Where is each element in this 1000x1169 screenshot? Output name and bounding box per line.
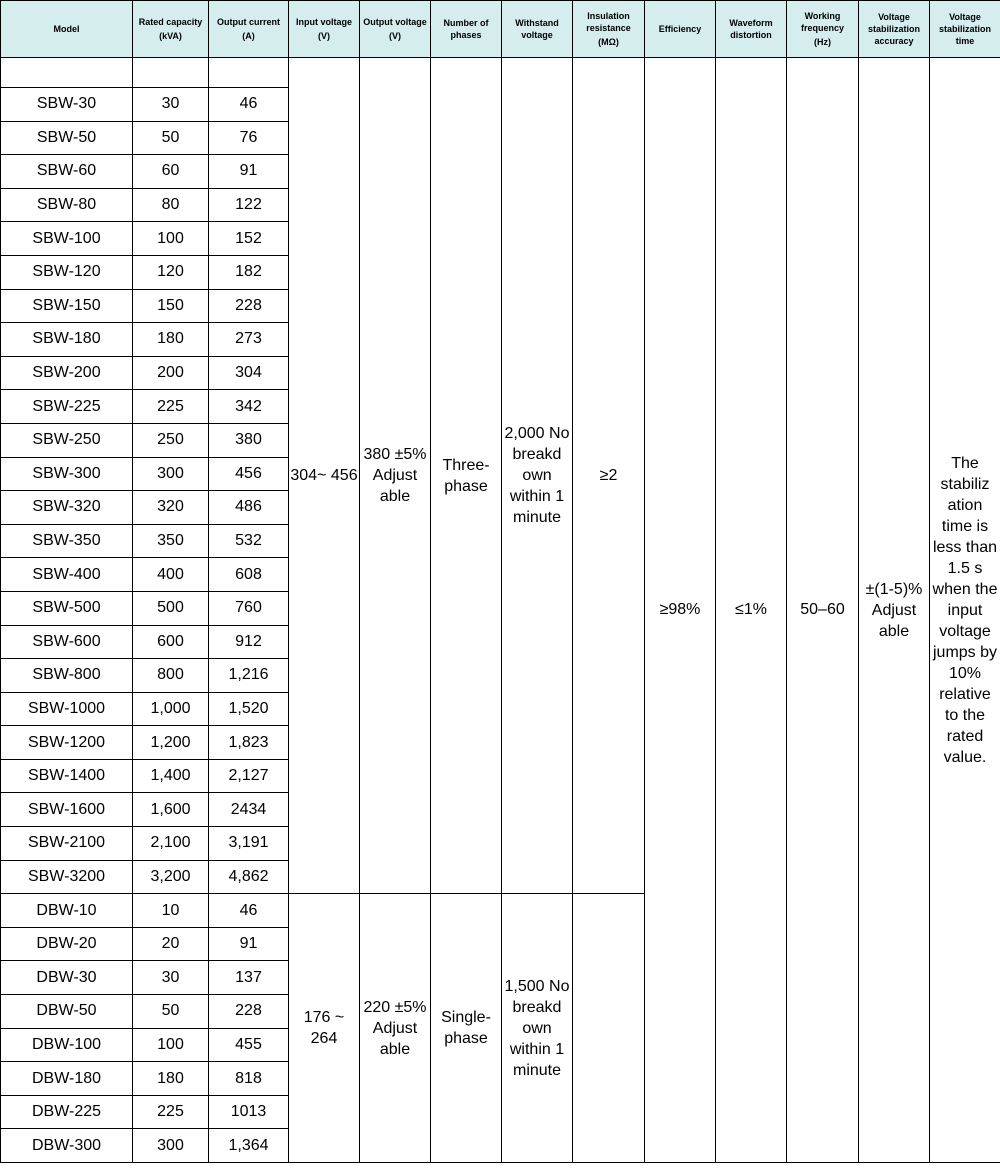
- capacity-cell: 1,200: [133, 726, 209, 760]
- current-cell: 608: [209, 558, 289, 592]
- header-label: Waveform distortion: [729, 18, 773, 40]
- output-voltage-single-phase: 220 ±5% Adjust able: [360, 894, 431, 1163]
- capacity-cell: 600: [133, 625, 209, 659]
- model-cell: DBW-180: [1, 1062, 133, 1096]
- capacity-cell: 200: [133, 356, 209, 390]
- header-label: Efficiency: [658, 24, 702, 34]
- insulation-resistance: ≥2: [573, 58, 645, 894]
- model-cell: SBW-250: [1, 423, 133, 457]
- current-cell: 46: [209, 894, 289, 928]
- model-cell: DBW-225: [1, 1095, 133, 1129]
- capacity-cell: 80: [133, 188, 209, 222]
- current-cell: 380: [209, 423, 289, 457]
- current-cell: 228: [209, 289, 289, 323]
- header-unit: (kVA): [159, 31, 182, 41]
- capacity-cell: 100: [133, 1028, 209, 1062]
- header-label: Working frequency: [800, 11, 844, 33]
- empty-cell: [1, 58, 133, 88]
- header-cell: [431, 1, 502, 58]
- model-cell: SBW-30: [1, 88, 133, 122]
- header-label: Insulation resistance: [586, 11, 631, 33]
- current-cell: 342: [209, 390, 289, 424]
- header-cell: [930, 1, 1000, 58]
- empty-cell: [209, 58, 289, 88]
- header-unit: (V): [389, 31, 401, 41]
- capacity-cell: 50: [133, 995, 209, 1029]
- capacity-cell: 300: [133, 1129, 209, 1163]
- model-cell: SBW-320: [1, 491, 133, 525]
- header-cell: [859, 1, 930, 58]
- model-cell: SBW-800: [1, 659, 133, 693]
- capacity-cell: 100: [133, 222, 209, 256]
- capacity-cell: 320: [133, 491, 209, 525]
- accuracy-value: ±(1-5)% Adjust able: [859, 58, 930, 1163]
- capacity-cell: 10: [133, 894, 209, 928]
- model-cell: SBW-1400: [1, 759, 133, 793]
- model-cell: SBW-400: [1, 558, 133, 592]
- output-voltage-three-phase: 380 ±5% Adjust able: [360, 58, 431, 894]
- header-label: Number of phases: [443, 18, 489, 40]
- header-cell: [787, 1, 859, 58]
- model-cell: SBW-50: [1, 121, 133, 155]
- model-cell: SBW-1000: [1, 692, 133, 726]
- current-cell: 455: [209, 1028, 289, 1062]
- capacity-cell: 800: [133, 659, 209, 693]
- model-cell: SBW-150: [1, 289, 133, 323]
- model-cell: DBW-300: [1, 1129, 133, 1163]
- model-cell: SBW-180: [1, 323, 133, 357]
- model-cell: SBW-100: [1, 222, 133, 256]
- model-cell: SBW-1200: [1, 726, 133, 760]
- header-cell: [1, 1, 133, 58]
- header-label: Input voltage: [296, 17, 352, 27]
- capacity-cell: 300: [133, 457, 209, 491]
- stabilization-time-value: The stabiliz ation time is less than 1.5 s when the input voltage jumps by 10% relative to the rated value.: [930, 58, 1000, 1163]
- model-cell: SBW-350: [1, 524, 133, 558]
- current-cell: 228: [209, 995, 289, 1029]
- capacity-cell: 2,100: [133, 827, 209, 861]
- model-cell: DBW-10: [1, 894, 133, 928]
- input-voltage-single-phase: 176 ~ 264: [289, 894, 360, 1163]
- phases-three-phase: Three- phase: [431, 58, 502, 894]
- blank-row: [1, 58, 1000, 88]
- efficiency-value: ≥98%: [645, 58, 716, 1163]
- capacity-cell: 50: [133, 121, 209, 155]
- model-cell: SBW-200: [1, 356, 133, 390]
- capacity-cell: 60: [133, 155, 209, 189]
- current-cell: 1,216: [209, 659, 289, 693]
- current-cell: 3,191: [209, 827, 289, 861]
- header-label: Rated capacity: [138, 17, 203, 27]
- current-cell: 76: [209, 121, 289, 155]
- current-cell: 1,520: [209, 692, 289, 726]
- capacity-cell: 225: [133, 390, 209, 424]
- current-cell: 912: [209, 625, 289, 659]
- header-cell: [716, 1, 787, 58]
- header-unit: (A): [242, 31, 255, 41]
- current-cell: 46: [209, 88, 289, 122]
- header-cell: [645, 1, 716, 58]
- current-cell: 122: [209, 188, 289, 222]
- capacity-cell: 250: [133, 423, 209, 457]
- model-cell: DBW-30: [1, 961, 133, 995]
- capacity-cell: 225: [133, 1095, 209, 1129]
- header-label: Withstand voltage: [515, 18, 559, 40]
- current-cell: 304: [209, 356, 289, 390]
- header-row: [1, 1, 1000, 58]
- current-cell: 532: [209, 524, 289, 558]
- capacity-cell: 400: [133, 558, 209, 592]
- model-cell: SBW-500: [1, 591, 133, 625]
- model-cell: DBW-50: [1, 995, 133, 1029]
- header-cell: [289, 1, 360, 58]
- header-cell: [502, 1, 573, 58]
- header-cell: [133, 1, 209, 58]
- capacity-cell: 30: [133, 88, 209, 122]
- capacity-cell: 180: [133, 323, 209, 357]
- model-cell: SBW-120: [1, 255, 133, 289]
- current-cell: 2434: [209, 793, 289, 827]
- header-label: Output voltage: [363, 17, 427, 27]
- model-cell: SBW-600: [1, 625, 133, 659]
- current-cell: 456: [209, 457, 289, 491]
- model-cell: SBW-1600: [1, 793, 133, 827]
- withstand-three-phase: 2,000 No breakd own within 1 minute: [502, 58, 573, 894]
- model-cell: SBW-225: [1, 390, 133, 424]
- current-cell: 486: [209, 491, 289, 525]
- capacity-cell: 350: [133, 524, 209, 558]
- insulation-single-phase-empty: [573, 894, 645, 1163]
- capacity-cell: 1,400: [133, 759, 209, 793]
- capacity-cell: 180: [133, 1062, 209, 1096]
- header-cell: [360, 1, 431, 58]
- header-cell: [573, 1, 645, 58]
- current-cell: 1013: [209, 1095, 289, 1129]
- header-cell: [209, 1, 289, 58]
- current-cell: 91: [209, 927, 289, 961]
- current-cell: 152: [209, 222, 289, 256]
- empty-cell: [133, 58, 209, 88]
- header-unit: (Hz): [814, 37, 831, 47]
- capacity-cell: 1,600: [133, 793, 209, 827]
- capacity-cell: 20: [133, 927, 209, 961]
- header-unit: (MΩ): [598, 37, 619, 47]
- model-cell: SBW-2100: [1, 827, 133, 861]
- header-label: Voltage stabilization accuracy: [867, 12, 920, 46]
- input-voltage-three-phase: 304~ 456: [289, 58, 360, 894]
- current-cell: 137: [209, 961, 289, 995]
- capacity-cell: 150: [133, 289, 209, 323]
- current-cell: 2,127: [209, 759, 289, 793]
- withstand-single-phase: 1,500 No breakd own within 1 minute: [502, 894, 573, 1163]
- capacity-cell: 120: [133, 255, 209, 289]
- current-cell: 1,364: [209, 1129, 289, 1163]
- frequency-value: 50–60: [787, 58, 859, 1163]
- current-cell: 273: [209, 323, 289, 357]
- current-cell: 91: [209, 155, 289, 189]
- header-label: Voltage stabilization time: [938, 12, 991, 46]
- header-unit: (V): [318, 31, 330, 41]
- header-label: Model: [53, 24, 80, 34]
- current-cell: 182: [209, 255, 289, 289]
- capacity-cell: 3,200: [133, 860, 209, 894]
- capacity-cell: 30: [133, 961, 209, 995]
- model-cell: DBW-100: [1, 1028, 133, 1062]
- model-cell: SBW-80: [1, 188, 133, 222]
- current-cell: 760: [209, 591, 289, 625]
- current-cell: 4,862: [209, 860, 289, 894]
- phases-single-phase: Single- phase: [431, 894, 502, 1163]
- model-cell: SBW-60: [1, 155, 133, 189]
- capacity-cell: 1,000: [133, 692, 209, 726]
- distortion-value: ≤1%: [716, 58, 787, 1163]
- model-cell: DBW-20: [1, 927, 133, 961]
- current-cell: 1,823: [209, 726, 289, 760]
- header-label: Output current: [217, 17, 280, 27]
- current-cell: 818: [209, 1062, 289, 1096]
- model-cell: SBW-300: [1, 457, 133, 491]
- capacity-cell: 500: [133, 591, 209, 625]
- model-cell: SBW-3200: [1, 860, 133, 894]
